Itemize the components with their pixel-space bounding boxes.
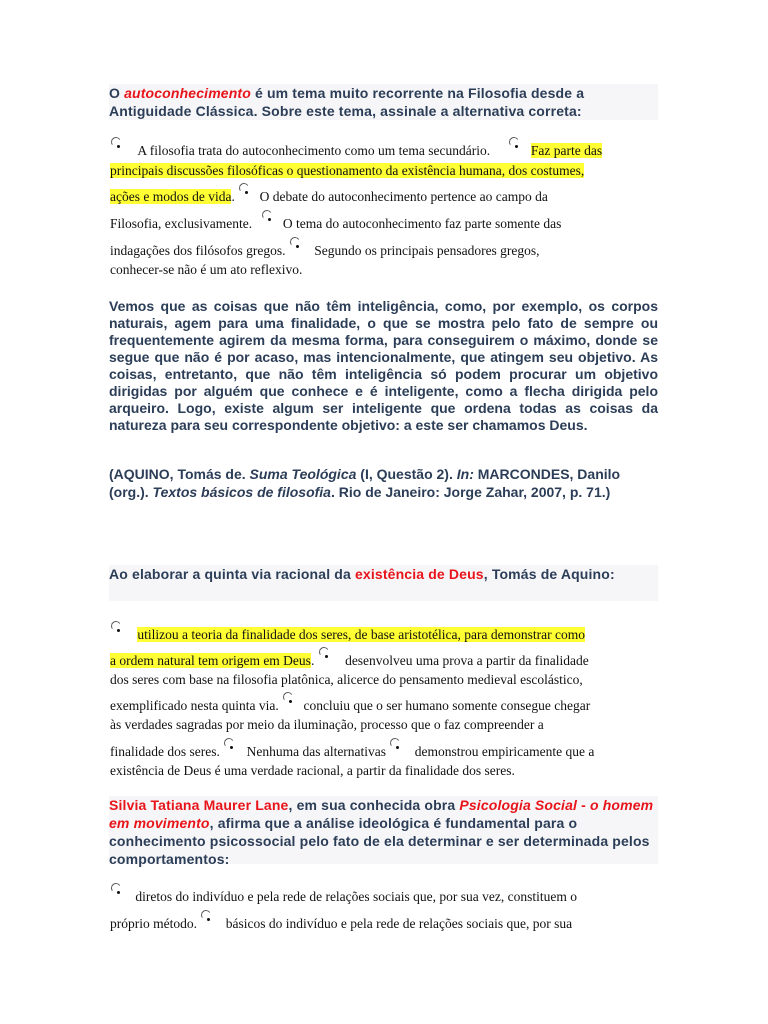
option-c-text: Filosofia, exclusivamente. — [110, 216, 253, 231]
question-1-stem — [109, 84, 658, 120]
option-a-text: A filosofia trata do autoconhecimento como um tema secundário. — [137, 143, 491, 158]
option-b-text: . — [231, 189, 239, 204]
radio-option-b[interactable] — [200, 910, 214, 924]
stem-author: Silvia Tatiana Maurer Lane — [109, 797, 289, 813]
question-3-stem — [109, 796, 658, 867]
question-2-options — [110, 618, 658, 783]
ref-book-title: Textos básicos de filosofia — [152, 484, 331, 500]
stem-text: - — [577, 797, 590, 813]
radio-option-d[interactable] — [223, 738, 237, 752]
quote-paragraph: Vemos que as coisas que não têm inteligência, como, por exemplo, os corpos naturais, agem para uma finalidade, o que se mostra pelo fato de sempre ou frequentemente agirem da mesma forma, para conseguirem o máximo, donde se segue que não é por acaso, mas intencionalmente, que atingem seu objetivo. As coisas, entretanto, que não têm inteligência só podem procurar um objetivo dirigidas por alguém que conhece e é inteligente, como a flecha dirigida pelo arqueiro. Logo, existe algum ser inteligente que ordena todas as coisas da natureza para seu correspondente objetivo: a este ser chamamos Deus. — [109, 298, 658, 433]
option-e-text: existência de Deus é uma verdade racional, a partir da finalidade dos seres. — [110, 763, 515, 778]
option-c-text: O debate do autoconhecimento pertence ao campo da — [259, 189, 548, 204]
stem-highlight: existência de Deus — [354, 566, 484, 582]
option-b-text: dos seres com base na filosofia platônica, alicerce do pensamento medieval escolástico, — [110, 672, 583, 687]
option-b-text: Faz parte das — [530, 143, 603, 158]
option-a-text: próprio método. — [110, 916, 197, 931]
question-1-options — [110, 135, 658, 285]
ref-title: Suma Teológica — [249, 466, 357, 482]
stem-subtitle: o homem em movimento — [109, 797, 654, 831]
radio-option-e[interactable] — [289, 237, 303, 251]
option-b-text: principais discussões filosóficas o questionamento da existência humana, dos costumes, — [110, 163, 585, 178]
radio-option-d[interactable] — [261, 210, 275, 224]
radio-option-c[interactable] — [238, 183, 252, 197]
radio-option-a[interactable] — [110, 137, 124, 151]
option-a-text: . — [310, 653, 315, 668]
ref-text: MARCONDES, Danilo (org.). — [109, 466, 621, 500]
stem-text: , em sua conhecida obra — [288, 797, 460, 813]
radio-option-b[interactable] — [508, 137, 522, 151]
stem-text: O — [109, 85, 125, 101]
option-c-text: às verdades sagradas por meio da iluminação, processo que o faz compreender a — [110, 717, 544, 732]
option-d-text: O tema do autoconhecimento faz parte somente das — [282, 216, 562, 231]
option-d-text: indagações dos filósofos gregos. — [110, 243, 286, 258]
option-c-text: concluiu que o ser humano somente consegue chegar — [303, 698, 591, 713]
option-b-text: exemplificado nesta quinta via. — [110, 698, 279, 713]
stem-text: , Tomás de Aquino: — [483, 566, 615, 582]
option-e-text: Segundo os principais pensadores gregos, — [314, 243, 540, 258]
radio-option-a[interactable] — [110, 883, 124, 897]
option-b-text: ações e modos de vida — [110, 189, 232, 204]
stem-text: Ao elaborar a quinta via racional da — [109, 566, 355, 582]
radio-option-c[interactable] — [282, 692, 296, 706]
ref-in: In: — [456, 466, 474, 482]
option-a-text: utilizou a teoria da finalidade dos seres, de base aristotélica, para demonstrar como — [137, 627, 585, 642]
stem-title: Psicologia Social — [459, 797, 578, 813]
question-3-options — [110, 880, 658, 940]
option-c-text: finalidade dos seres. — [110, 744, 220, 759]
quote-reference — [109, 465, 649, 501]
question-2-stem — [109, 565, 658, 601]
stem-text: é um tema muito recorrente na Filosofia desde a Antiguidade Clássica. Sobre este tema, assinale a alternativa correta: — [109, 85, 585, 119]
option-e-text: conhecer-se não é um ato reflexivo. — [110, 262, 303, 277]
ref-text: . Rio de Janeiro: Jorge Zahar, 2007, p. 71.) — [330, 484, 611, 500]
radio-option-b[interactable] — [318, 647, 332, 661]
ref-text: (AQUINO, Tomás de. — [109, 466, 250, 482]
option-e-text: demonstrou empiricamente que a — [414, 744, 595, 759]
option-b-text: desenvolveu uma prova a partir da finalidade — [345, 653, 589, 668]
option-a-text: a ordem natural tem origem em Deus — [110, 653, 311, 668]
option-d-text: Nenhuma das alternativas — [246, 744, 387, 759]
option-b-text: básicos do indivíduo e pela rede de relações sociais que, por sua — [225, 916, 573, 931]
stem-highlight: autoconhecimento — [124, 85, 251, 101]
ref-text: (I, Questão 2). — [356, 466, 457, 482]
option-a-text: diretos do indivíduo e pela rede de relações sociais que, por sua vez, constituem o — [135, 889, 577, 904]
radio-option-a[interactable] — [110, 621, 124, 635]
stem-text: , afirma que a análise ideológica é fundamental para o conhecimento psicossocial pelo fato de ela determinar e ser determinada pelos comportamentos: — [109, 815, 650, 867]
radio-option-e[interactable] — [389, 738, 403, 752]
